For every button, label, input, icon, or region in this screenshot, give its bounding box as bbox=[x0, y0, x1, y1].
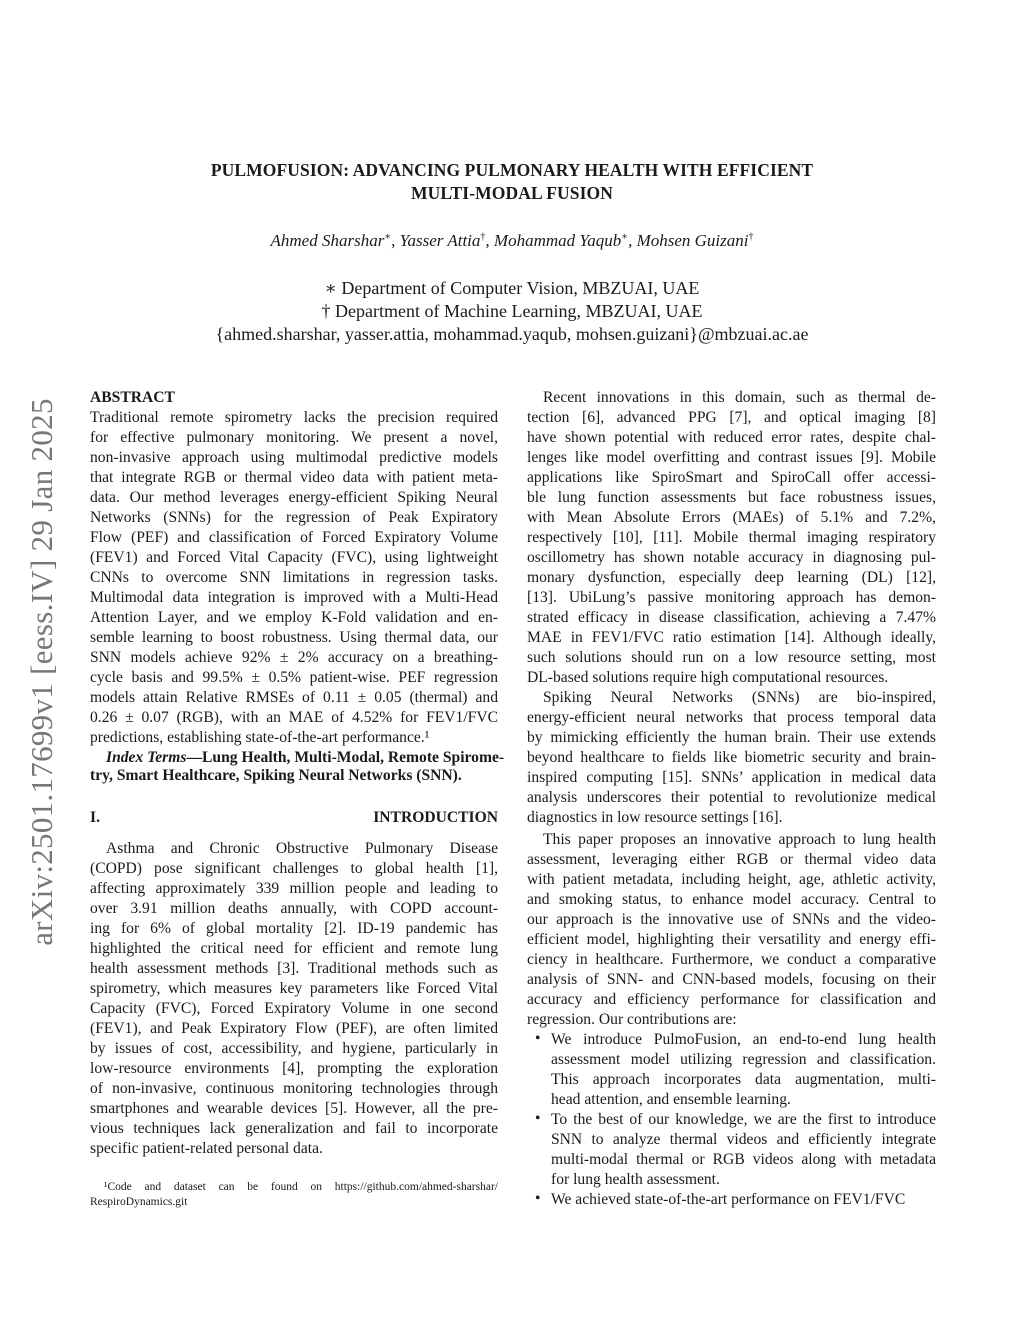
text-line: such solutions should run on a low resource setting, most bbox=[527, 649, 936, 666]
author-list: Ahmed Sharshar∗, Yasser Attia†, Mohammad Yaqub∗, Mohsen Guizani† bbox=[270, 231, 754, 250]
text-line: To the best of our knowledge, we are the first to introduce bbox=[551, 1111, 936, 1128]
text-line: affecting approximately 339 million people and leading to bbox=[90, 880, 498, 897]
text-line: by mimicking efficiently the human brain. Their use extends bbox=[527, 729, 936, 746]
author: Mohammad Yaqub∗ bbox=[493, 231, 629, 250]
text-line: health assessment methods [3]. Traditional methods such as bbox=[90, 960, 498, 977]
text-line: highlighted the critical need for efficient and remote lung bbox=[90, 940, 498, 957]
text-line: CNNs to overcome SNN limitations in regression tasks. bbox=[90, 569, 498, 586]
author: Mohsen Guizani† bbox=[636, 231, 754, 250]
text-line: diagnostics in low resource settings [16]. bbox=[527, 809, 783, 826]
text-line: Networks (SNNs) for the regression of Peak Expiratory bbox=[90, 509, 498, 526]
text-line: Traditional remote spirometry lacks the precision required bbox=[90, 409, 498, 426]
text-line: multi-modal thermal or RGB videos along with metadata bbox=[551, 1151, 936, 1168]
title-line: PULMOFUSION: ADVANCING PULMONARY HEALTH WITH EFFICIENT bbox=[210, 160, 814, 180]
paper-title bbox=[0, 159, 1024, 205]
text-line: assessment, leveraging either RGB or thermal video data bbox=[527, 851, 936, 868]
text-line: specific patient-related personal data. bbox=[90, 1140, 323, 1157]
text-line: Flow (PEF) and classification of Forced Expiratory Volume bbox=[90, 529, 498, 546]
text-line: cycle basis and 99.5% ± 0.5% patient-wise. PEF regression bbox=[90, 669, 498, 686]
text-line: Attention Layer, and we employ K-Fold validation and en- bbox=[90, 609, 498, 626]
author: Ahmed Sharshar∗ bbox=[270, 231, 392, 250]
title-line: MULTI-MODAL FUSION bbox=[411, 183, 613, 203]
paragraph bbox=[527, 830, 936, 1030]
index-terms-line: try, Smart Healthcare, Spiking Neural Networks (SNN). bbox=[90, 767, 462, 784]
text-line: [13]. UbiLung’s passive monitoring approach has demon- bbox=[527, 589, 936, 606]
bullet-icon: • bbox=[535, 1030, 541, 1047]
text-line: assessment model utilizing regression and classification. bbox=[551, 1051, 936, 1068]
text-line: of non-invasive, continuous monitoring technologies through bbox=[90, 1080, 498, 1097]
text-line: accuracy and efficiency performance for classification and bbox=[527, 991, 936, 1008]
abstract-body bbox=[90, 408, 498, 748]
text-line: our approach is the innovative use of SNNs and the video- bbox=[527, 911, 936, 928]
text-line: inspired computing [15]. SNNs’ application in medical data bbox=[527, 769, 936, 786]
list-item bbox=[527, 1190, 936, 1210]
text-line: ble lung function assessments but face robustness issues, bbox=[527, 489, 936, 506]
text-line: We introduce PulmoFusion, an end-to-end lung health bbox=[551, 1031, 936, 1048]
text-line: for effective pulmonary monitoring. We present a novel, bbox=[90, 429, 498, 446]
bullet-icon: • bbox=[535, 1190, 541, 1207]
text-line: This approach incorporates data augmentation, multi- bbox=[551, 1071, 936, 1088]
text-line: ing for 6% of global mortality [2]. ID-19 pandemic has bbox=[90, 920, 498, 937]
text-line: efficient model, highlighting their versatility and energy effi- bbox=[527, 931, 936, 948]
text-line: predictions, establishing state-of-the-art performance.¹ bbox=[90, 729, 430, 746]
text-line: We achieved state-of-the-art performance on FEV1/FVC bbox=[551, 1191, 906, 1208]
text-line: over 3.91 million deaths annually, with COPD account- bbox=[90, 900, 498, 917]
text-line: (COPD) pose significant challenges to global health [1], bbox=[90, 860, 498, 877]
text-line: head attention, and ensemble learning. bbox=[551, 1091, 791, 1108]
text-line: and smoking status, to enhance model accuracy. Central to bbox=[527, 891, 936, 908]
abstract-heading: ABSTRACT bbox=[90, 389, 175, 406]
text-line: spirometry, which measures key parameters like Forced Vital bbox=[90, 980, 498, 997]
text-line: Spiking Neural Networks (SNNs) are bio-inspired, bbox=[543, 689, 936, 706]
text-line: with Mean Absolute Errors (MAEs) of 5.1% and 7.2%, bbox=[527, 509, 936, 526]
text-line: beyond healthcare to fields like biometric security and brain- bbox=[527, 749, 936, 766]
text-line: by issues of cost, accessibility, and hygiene, particularly in bbox=[90, 1040, 498, 1057]
text-line: that integrate RGB or thermal video data with patient meta- bbox=[90, 469, 498, 486]
footnote bbox=[90, 1180, 498, 1210]
text-line: lenges like model overfitting and contrast issues [9]. Mobile bbox=[527, 449, 936, 466]
text-line: tection [6], advanced PPG [7], and optical imaging [8] bbox=[527, 409, 936, 426]
affiliation-line: † Department of Machine Learning, MBZUAI, UAE bbox=[321, 301, 703, 321]
text-line: (FEV1), and Peak Expiratory Flow (PEF), are often limited bbox=[90, 1020, 498, 1037]
text-line: SNN models achieve 92% ± 2% accuracy on a breathing- bbox=[90, 649, 498, 666]
affiliation-line: {ahmed.sharshar, yasser.attia, mohammad.yaqub, mohsen.guizani}@mbzuai.ac.ae bbox=[215, 324, 809, 344]
text-line: analysis underscores their potential to revolutionize medical bbox=[527, 789, 936, 806]
text-line: analysis of SNN- and CNN-based models, focusing on their bbox=[527, 971, 936, 988]
text-line: Recent innovations in this domain, such as thermal de- bbox=[543, 389, 936, 406]
section-heading-introduction: I. INTRODUCTION bbox=[90, 809, 498, 826]
text-line: models attain Relative RMSEs of 0.11 ± 0.05 (thermal) and bbox=[90, 689, 498, 706]
text-line: semble learning to boost robustness. Using thermal data, our bbox=[90, 629, 498, 646]
index-terms-line: Index Terms—Lung Health, Multi-Modal, Remote Spirome- bbox=[106, 749, 505, 766]
text-line: monary dysfunction, especially deep learning (DL) [12], bbox=[527, 569, 936, 586]
text-line: (FEV1) and Forced Vital Capacity (FVC), using lightweight bbox=[90, 549, 498, 566]
contribution-list bbox=[527, 1030, 936, 1210]
list-item bbox=[527, 1030, 936, 1110]
list-item bbox=[527, 1110, 936, 1190]
text-line: data. Our method leverages energy-efficient Spiking Neural bbox=[90, 489, 498, 506]
text-line: DL-based solutions require high computational resources. bbox=[527, 669, 889, 686]
text-line: energy-efficient neural networks that process temporal data bbox=[527, 709, 936, 726]
arxiv-stamp: arXiv:2501.17699v1 [eess.IV] 29 Jan 2025 bbox=[24, 398, 59, 946]
text-line: 0.26 ± 0.07 (RGB), with an MAE of 4.52% for FEV1/FVC bbox=[90, 709, 498, 726]
paragraph bbox=[527, 388, 936, 688]
footnote-line: RespiroDynamics.git bbox=[90, 1196, 188, 1208]
bullet-icon: • bbox=[535, 1110, 541, 1127]
introduction-body bbox=[90, 839, 498, 1159]
text-line: ciency in healthcare. Furthermore, we conduct a comparative bbox=[527, 951, 936, 968]
text-line: low-resource environments [4], prompting the exploration bbox=[90, 1060, 498, 1077]
footnote-line: ¹Code and dataset can be found on https://github.com/ahmed-sharshar/ bbox=[104, 1181, 498, 1193]
paragraph bbox=[527, 688, 936, 828]
text-line: with patient metadata, including height, age, athletic activity, bbox=[527, 871, 936, 888]
text-line: have shown potential with reduced error rates, despite chal- bbox=[527, 429, 936, 446]
text-line: applications like SpiroSmart and SpiroCall offer accessi- bbox=[527, 469, 936, 486]
text-line: smartphones and wearable devices [5]. However, all the pre- bbox=[90, 1100, 498, 1117]
text-line: MAE in FEV1/FVC ratio estimation [14]. Although ideally, bbox=[527, 629, 936, 646]
text-line: This paper proposes an innovative approach to lung health bbox=[543, 831, 936, 848]
author: Yasser Attia† bbox=[399, 231, 486, 250]
text-line: non-invasive approach using multimodal predictive models bbox=[90, 449, 498, 466]
text-line: oscillometry has shown notable accuracy in diagnosing pul- bbox=[527, 549, 936, 566]
affiliation-line: ∗ Department of Computer Vision, MBZUAI, UAE bbox=[324, 278, 700, 298]
text-line: Multimodal data integration is improved with a Multi-Head bbox=[90, 589, 498, 606]
right-column bbox=[527, 388, 936, 1210]
text-line: SNN to analyze thermal videos and efficiently integrate bbox=[551, 1131, 936, 1148]
text-line: respectively [10], [11]. Mobile thermal imaging respiratory bbox=[527, 529, 936, 546]
text-line: Asthma and Chronic Obstructive Pulmonary Disease bbox=[106, 840, 498, 857]
text-line: Capacity (FVC), Forced Expiratory Volume in one second bbox=[90, 1000, 498, 1017]
text-line: for lung health assessment. bbox=[551, 1171, 720, 1188]
text-line: vious techniques lack generalization and fail to incorporate bbox=[90, 1120, 498, 1137]
text-line: strated efficacy in disease classification, achieving a 7.47% bbox=[527, 609, 936, 626]
text-line: regression. Our contributions are: bbox=[527, 1011, 737, 1028]
left-column bbox=[90, 388, 505, 1159]
affiliations bbox=[0, 277, 1024, 346]
